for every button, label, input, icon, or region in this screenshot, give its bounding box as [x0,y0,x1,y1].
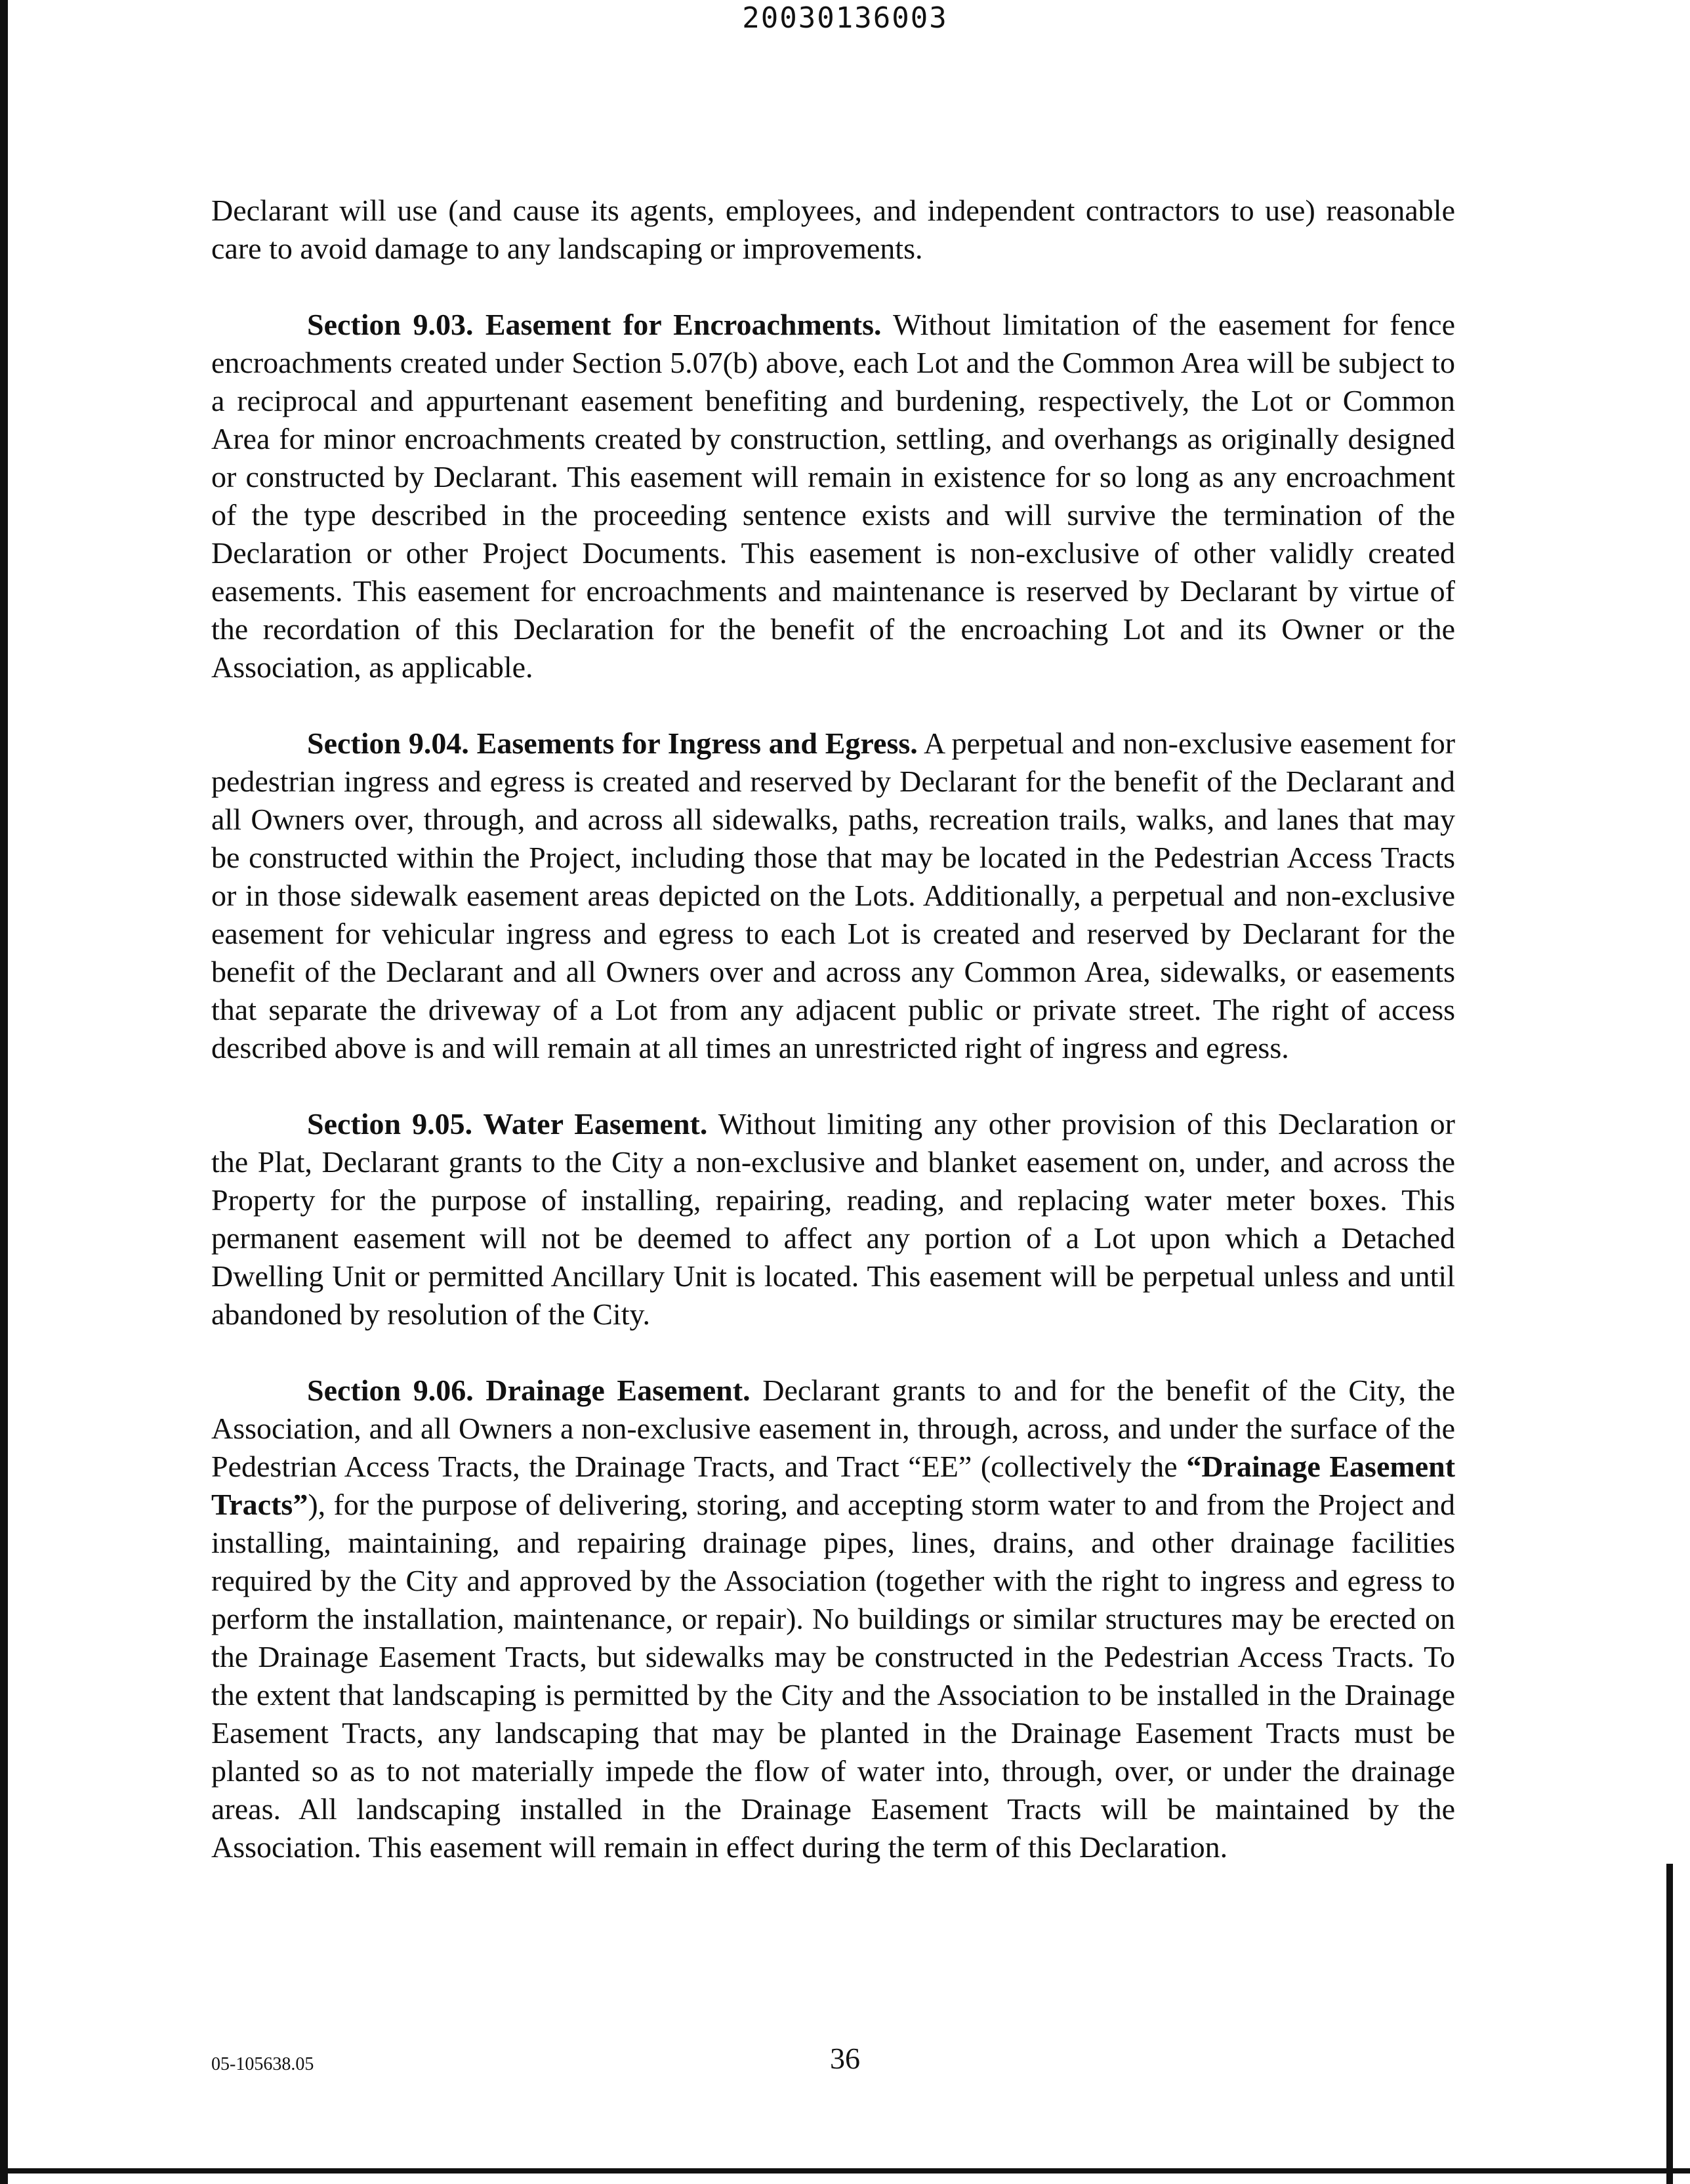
paragraph-continuation: Declarant will use (and cause its agents, employees, and independent contractors to use) reasonable care to avoid damage to any landscaping or improvements. [211,194,1455,265]
scan-edge-right [1666,1864,1673,2184]
scan-edge-left [0,0,8,2184]
section-9-06 [211,1372,1455,1866]
scan-edge-bottom [0,2168,1690,2174]
section-text: Declarant grants to and for the benefit of the City, the Association, and all Owners a non-exclusive easement in, through, across, and under the surface of the Pedestrian Access Tracts, the Drainage Tracts, and Tract “EE” (collectively the [211,1374,1455,1483]
section-text: A perpetual and non-exclusive easement for pedestrian ingress and egress is created and reserved by Declarant for the benefit of the Declarant and all Owners over, through, and across all sidewalks, paths, recreation trails, walks, and lanes that may be constructed within the Project, including those that may be located in the Pedestrian Access Tracts or in those sidewalk easement areas depicted on the Lots. Additionally, a perpetual and non-exclusive easement for vehicular ingress and egress to each Lot is created and reserved by Declarant for the benefit of the Declarant and all Owners over and across any Common Area, sidewalks, or easements that separate the driveway of a Lot from any adjacent public or private street. The right of access described above is and will remain at all times an unrestricted right of ingress and egress. [211,726,1456,1064]
document-id: 20030136003 [742,1,948,35]
defined-term: “Drainage Easement Tracts” [211,1450,1456,1521]
section-9-04 [211,724,1455,1067]
footer-doc-code: 05-105638.05 [211,2054,314,2074]
section-heading: Section 9.06. Drainage Easement. [307,1374,751,1407]
document-body [211,192,1455,1904]
section-heading: Section 9.03. Easement for Encroachments. [307,308,882,341]
page-number: 36 [830,2042,860,2075]
section-text: ), for the purpose of delivering, storing, and accepting storm water to and from the Project and installing, maintaining, and repairing drainage pipes, lines, drains, and other drainage facilities required by the City and approved by the Association (together with the right to ingress and egress to perform the installation, maintenance, or repair). No buildings or similar structures may be erected on the Drainage Easement Tracts, but sidewalks may be constructed in the Pedestrian Access Tracts. To the extent that landscaping is permitted by the City and the Association to be installed in the Drainage Easement Tracts, any landscaping that may be planted in the Drainage Easement Tracts must be planted so as to not materially impede the flow of water into, through, over, or under the drainage areas. All landscaping installed in the Drainage Easement Tracts will be maintained by the Association. This easement will remain in effect during the term of this Declaration. [211,1488,1455,1864]
section-text: Without limiting any other provision of this Declaration or the Plat, Declarant grants to the City a non-exclusive and blanket easement on, under, and across the Property for the purpose of installing, repairing, reading, and replacing water meter boxes. This permanent easement will not be deemed to affect any portion of a Lot upon which a Detached Dwelling Unit or permitted Ancillary Unit is located. This easement will be perpetual unless and until abandoned by resolution of the City. [211,1107,1455,1331]
section-9-05 [211,1105,1455,1334]
section-9-03 [211,306,1455,686]
section-heading: Section 9.05. Water Easement. [307,1107,708,1141]
section-heading: Section 9.04. Easements for Ingress and Egress. [307,726,918,760]
section-text: Without limitation of the easement for fence encroachments created under Section 5.07(b) above, each Lot and the Common Area will be subject to a reciprocal and appurtenant easement benefiting and burdening, respectively, the Lot or Common Area for minor encroachments created by construction, settling, and overhangs as originally designed or constructed by Declarant. This easement will remain in existence for so long as any encroachment of the type described in the proceeding sentence exists and will survive the termination of the Declaration or other Project Documents. This easement is non-exclusive of other validly created easements. This easement for encroachments and maintenance is reserved by Declarant by virtue of the recordation of this Declaration for the benefit of the encroaching Lot and its Owner or the Association, as applicable. [211,308,1455,684]
